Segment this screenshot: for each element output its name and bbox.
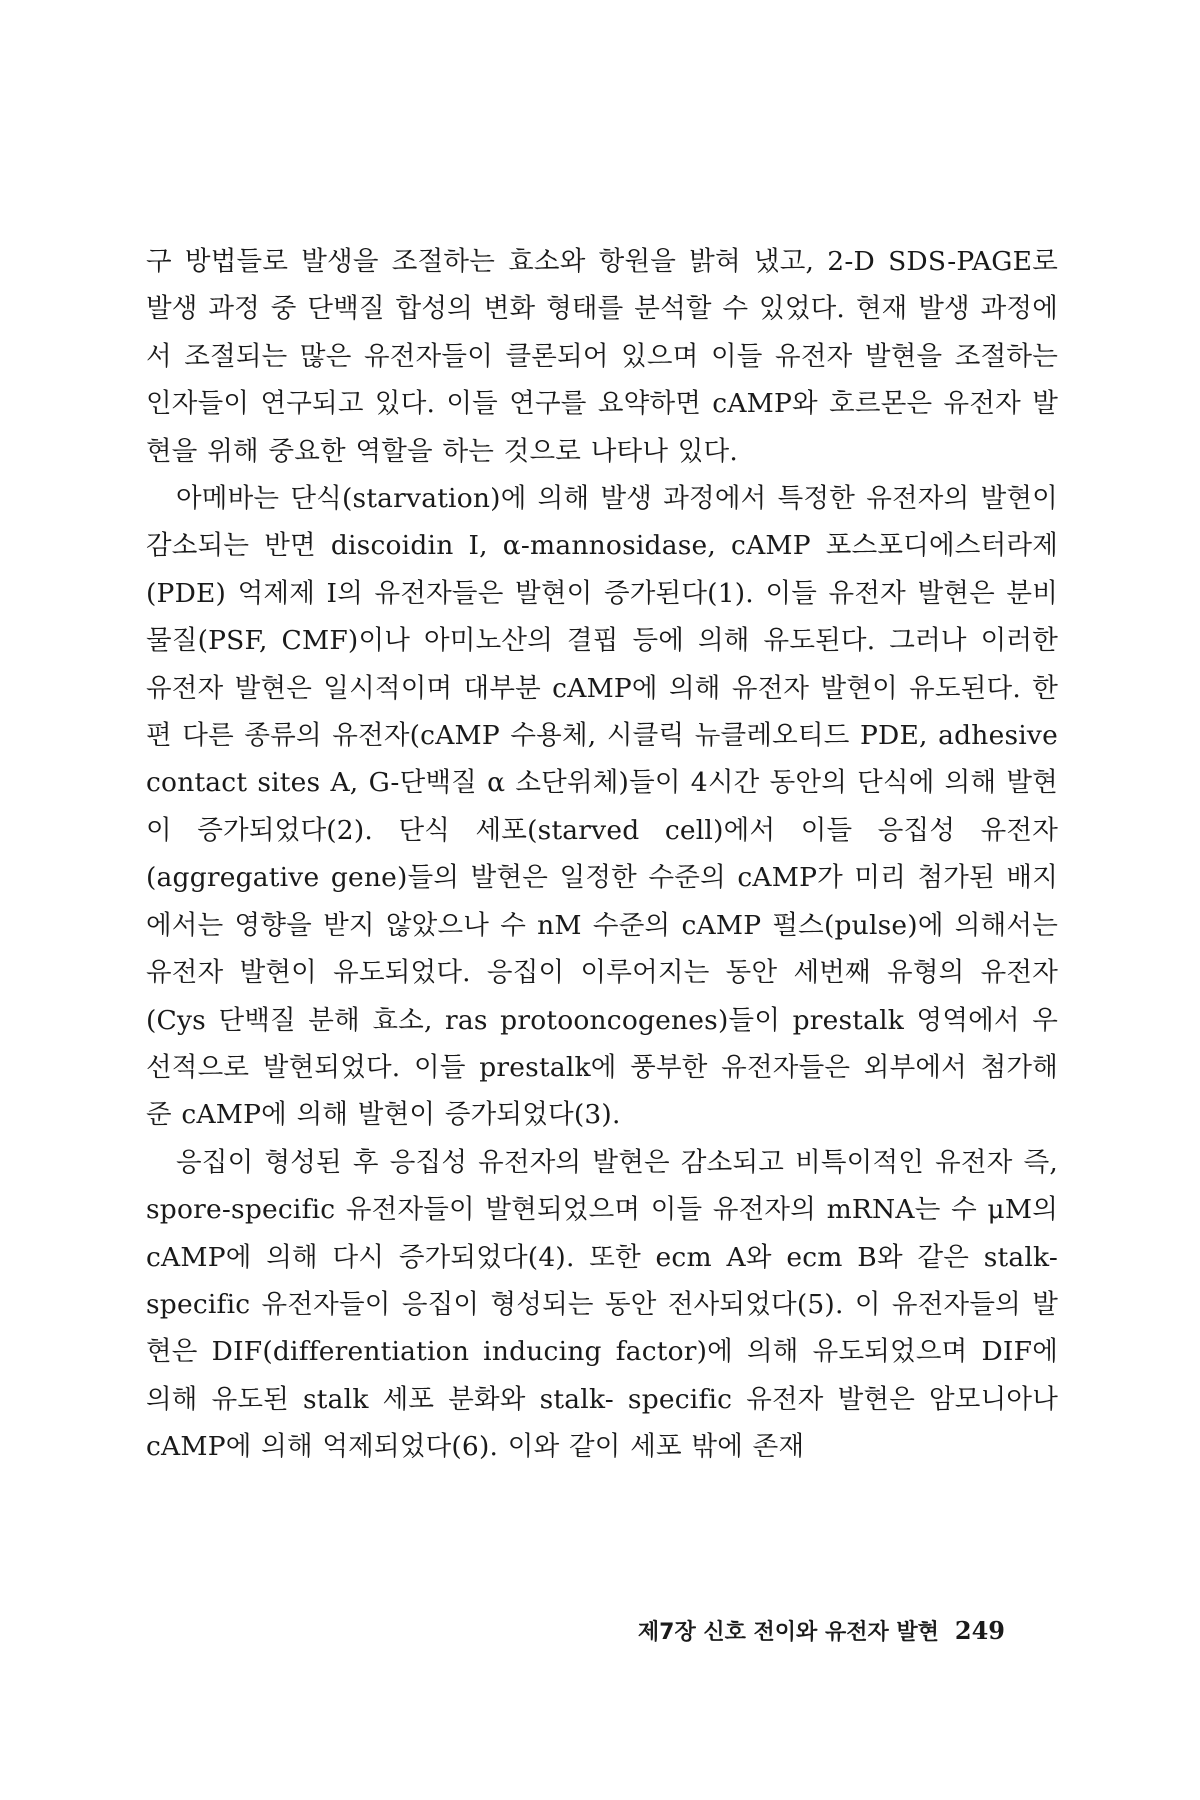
paragraph-1: 구 방법들로 발생을 조절하는 효소와 항원을 밝혀 냈고, 2-D SDS-PAGE로 발생 과정 중 단백질 합성의 변화 형태를 분석할 수 있었다. 현재 발생 과정에서 조절되는 많은 유전자들이 클론되어 있으며 이들 유전자 발현을 조절하는 인자들이 연구되고 있다. 이들 연구를 요약하면 cAMP와 호르몬은 유전자 발현을 위해 중요한 역할을 하는 것으로 나타나 있다. [146,246,1058,467]
footer-chapter-title: 제7장 신호 전이와 유전자 발현 [637,1620,939,1645]
page-body [146,238,1058,1471]
page-number: 249 [954,1616,1005,1645]
running-footer [585,1615,1005,1655]
paragraph-2: 아메바는 단식(starvation)에 의해 발생 과정에서 특정한 유전자의 발현이 감소되는 반면 discoidin I, α-mannosidase, cAMP 포스포디에스터라제(PDE) 억제제 I의 유전자들은 발현이 증가된다(1). 이들 유전자 발현은 분비 물질(PSF, CMF)이나 아미노산의 결핍 등에 의해 유도된다. 그러나 이러한 유전자 발현은 일시적이며 대부분 cAMP에 의해 유전자 발현이 유도된다. 한편 다른 종류의 유전자(cAMP 수용체, 시클릭 뉴클레오티드 PDE, adhesive contact sites A, G-단백질 α 소단위체)들이 4시간 동안의 단식에 의해 발현이 증가되었다(2). 단식 세포(starved cell)에서 이들 응집성 유전자(aggregative gene)들의 발현은 일정한 수준의 cAMP가 미리 첨가된 배지에서는 영향을 받지 않았으나 수 nM 수준의 cAMP 펄스(pulse)에 의해서는 유전자 발현이 유도되었다. 응집이 이루어지는 동안 세번째 유형의 유전자(Cys 단백질 분해 효소, ras protooncogenes)들이 prestalk 영역에서 우선적으로 발현되었다. 이들 prestalk에 풍부한 유전자들은 외부에서 첨가해 준 cAMP에 의해 발현이 증가되었다(3). [146,483,1058,1131]
paragraph-3: 응집이 형성된 후 응집성 유전자의 발현은 감소되고 비특이적인 유전자 즉, spore-specific 유전자들이 발현되었으며 이들 유전자의 mRNA는 수 μM의 cAMP에 의해 다시 증가되었다(4). 또한 ecm A와 ecm B와 같은 stalk-specific 유전자들이 응집이 형성되는 동안 전사되었다(5). 이 유전자들의 발현은 DIF(differentiation inducing factor)에 의해 유도되었으며 DIF에 의해 유도된 stalk 세포 분화와 stalk- specific 유전자 발현은 암모니아나 cAMP에 의해 억제되었다(6). 이와 같이 세포 밖에 존재 [146,1146,1058,1463]
